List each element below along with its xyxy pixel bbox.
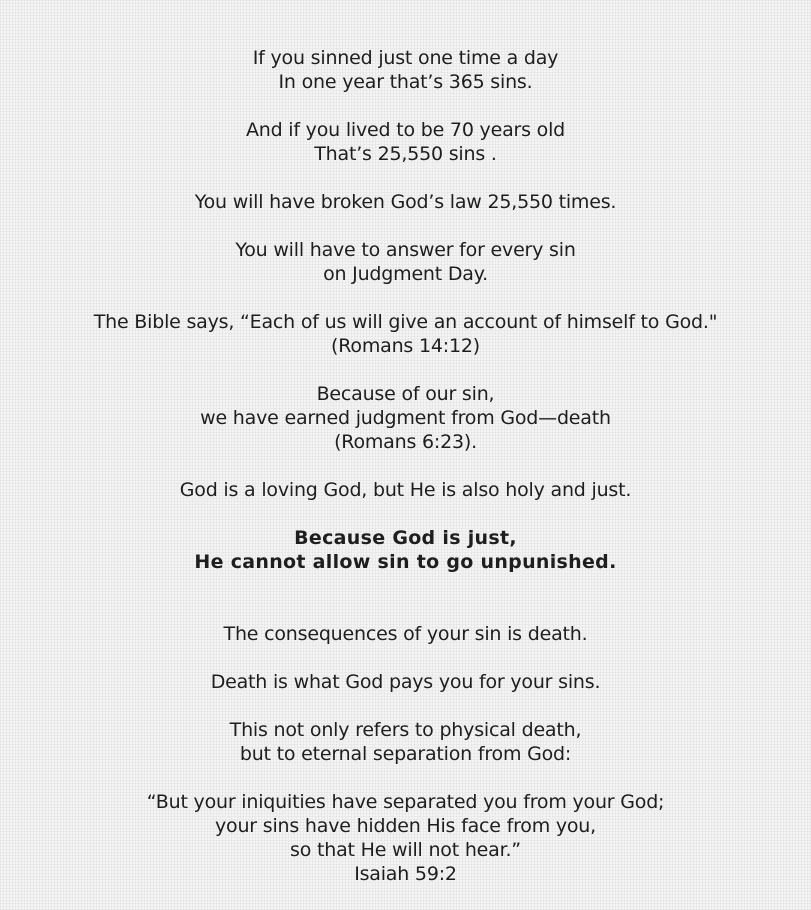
text-line: on Judgment Day.	[323, 263, 488, 285]
text-line: God is a loving God, but He is also holy and just.	[179, 479, 632, 501]
text-line: Because of our sin,	[316, 383, 495, 405]
text-line: Because God is just,	[294, 527, 517, 549]
text-line: your sins have hidden His face from you,	[214, 815, 596, 837]
paragraph-earned-judgment	[0, 382, 811, 454]
paragraph-consequences	[0, 622, 811, 646]
text-line: This not only refers to physical death,	[229, 719, 582, 741]
text-line: That’s 25,550 sins .	[314, 143, 497, 165]
document-body	[0, 46, 811, 910]
text-line: You will have broken God’s law 25,550 times.	[194, 191, 617, 213]
paragraph-judgment-day	[0, 238, 811, 286]
text-line: You will have to answer for every sin	[235, 239, 576, 261]
paragraph-bible-quote-romans-14	[0, 310, 811, 358]
scripture-reference: Isaiah 59:2	[354, 863, 457, 885]
text-line: but to eternal separation from God:	[239, 743, 572, 765]
scripture-reference: (Romans 6:23).	[334, 431, 477, 453]
paragraph-broken-law	[0, 190, 811, 214]
text-line: The consequences of your sin is death.	[223, 623, 588, 645]
text-line: And if you lived to be 70 years old	[245, 119, 566, 141]
paragraph-isaiah-quote	[0, 790, 811, 886]
text-line: we have earned judgment from God—death	[200, 407, 611, 429]
text-line: so that He will not hear.”	[290, 839, 521, 861]
scripture-reference: (Romans 14:12)	[331, 335, 480, 357]
text-line: He cannot allow sin to go unpunished.	[194, 551, 617, 573]
text-line: “But your iniquities have separated you from your God;	[146, 791, 665, 813]
paragraph-sins-per-day	[0, 46, 811, 94]
text-line: The Bible says, “Each of us will give an account of himself to God."	[93, 311, 718, 333]
paragraph-loving-god	[0, 478, 811, 502]
paragraph-seventy-years	[0, 118, 811, 166]
paragraph-death-wages	[0, 670, 811, 694]
paragraph-god-is-just-emphasis	[0, 526, 811, 574]
text-line: In one year that’s 365 sins.	[278, 71, 533, 93]
text-line: If you sinned just one time a day	[252, 47, 559, 69]
paragraph-eternal-separation	[0, 718, 811, 766]
text-line: Death is what God pays you for your sins.	[210, 671, 601, 693]
